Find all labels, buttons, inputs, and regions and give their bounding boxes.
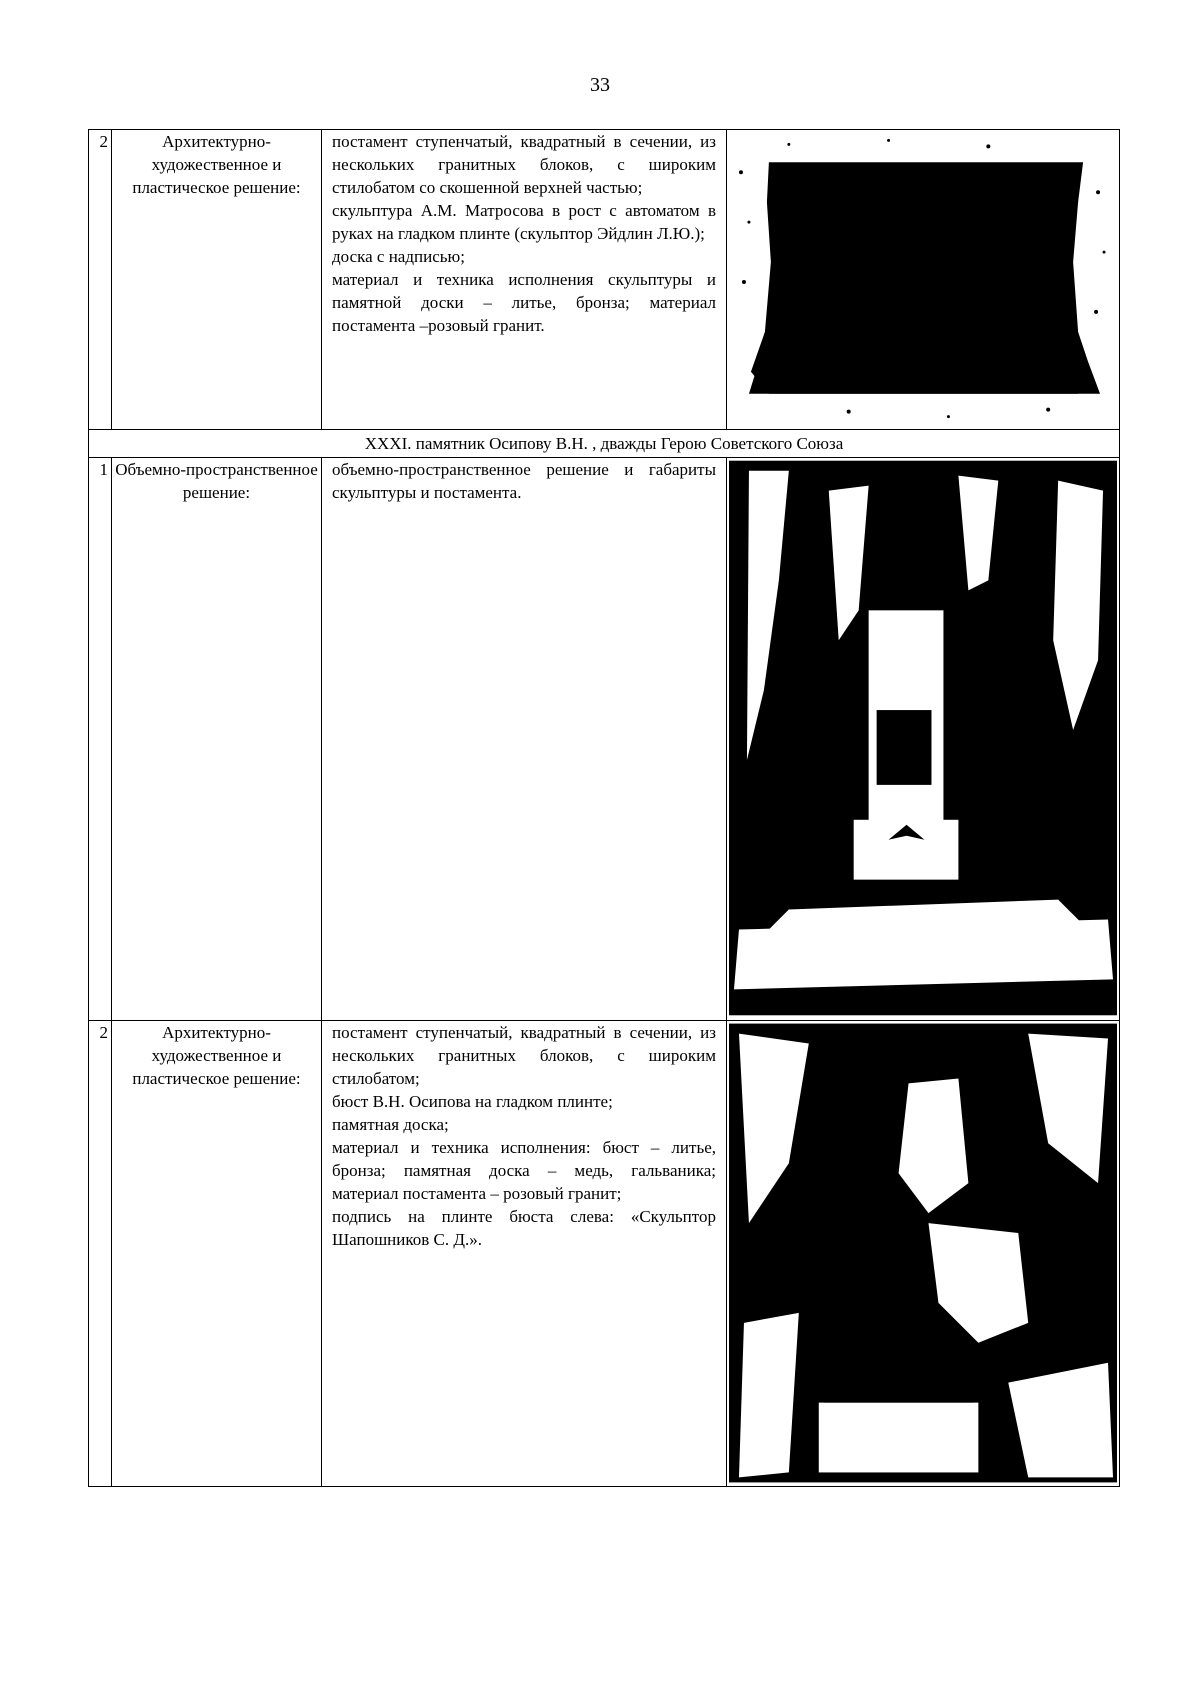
section-header-row [89,430,1120,458]
description-line: памятная доска; [332,1115,449,1134]
row-description [322,130,727,430]
photo-cell [727,458,1120,1021]
table-row [89,1021,1120,1487]
photo-cell [727,1021,1120,1487]
row-category: Объемно-пространственное решение: [112,458,322,1021]
row-description [322,458,727,1021]
monument-table [88,129,1120,1487]
description-line: объемно-пространственное решение и габариты скульптуры и постамента. [332,460,716,502]
page-number: 33 [590,74,610,96]
description-line: постамент ступенчатый, квадратный в сечении, из нескольких гранитных блоков, с широким стилобатом со скошенной верхней частью; [332,132,716,197]
description-line: материал и техника исполнения: бюст – литье, бронза; памятная доска – медь, гальваника; материал постамента – розовый гранит; [332,1138,716,1203]
description-line: бюст В.Н. Осипова на гладком плинте; [332,1092,613,1111]
bust-photo [729,1023,1117,1483]
row-category: Архитектурно-художественное и пластическое решение: [112,1021,322,1487]
description-line: постамент ступенчатый, квадратный в сечении, из нескольких гранитных блоков, с широким стилобатом; [332,1023,716,1088]
row-number: 1 [89,458,112,1021]
monument-photo [729,460,1117,1016]
description-line: доска с надписью; [332,247,465,266]
section-title: XXXI. памятник Осипову В.Н. , дважды Герою Советского Союза [89,430,1120,458]
row-number: 2 [89,130,112,430]
row-description [322,1021,727,1487]
description-line: скульптура А.М. Матросова в рост с автоматом в руках на гладком плинте (скульптор Эйдлин Л.Ю.); [332,201,716,243]
row-category: Архитектурно-художественное и пластическое решение: [112,130,322,430]
description-line: материал и техника исполнения скульптуры и памятной доски – литье, бронза; материал постамента –розовый гранит. [332,270,716,335]
table-row [89,130,1120,430]
table-row [89,458,1120,1021]
pedestal-photo [729,132,1117,426]
description-line: подпись на плинте бюста слева: «Скульптор Шапошников С. Д.». [332,1207,716,1249]
row-number: 2 [89,1021,112,1487]
photo-cell [727,130,1120,430]
